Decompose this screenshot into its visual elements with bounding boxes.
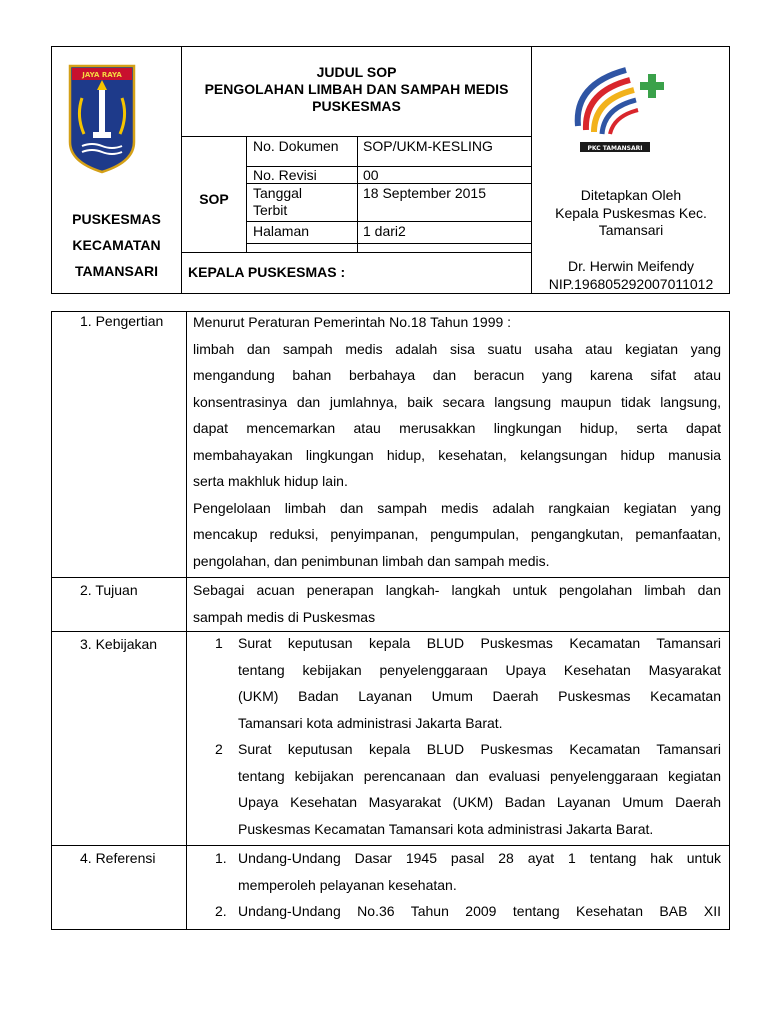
- text-line: serta makhluk hidup lain.: [193, 473, 348, 489]
- text-line: Sebagai acuan penerapan langkah- langkah untuk pengolahan limbah dan: [193, 582, 721, 598]
- text-line: dapat mencemarkan atau merusakkan lingkungan hidup, serta dapat: [193, 420, 721, 436]
- list-number: 2.: [215, 903, 227, 919]
- text-line: sampah medis di Puskesmas: [193, 608, 376, 625]
- header-divider: [357, 136, 358, 252]
- text-line: Pengelolaan limbah dan sampah medis adalah rangkaian kegiatan yang: [193, 499, 721, 516]
- organization-name: [52, 206, 181, 284]
- text-line: Tamansari kota administrasi Jakarta Barat.: [238, 714, 503, 731]
- text-line: pengolahan, dan penimbunan limbah dan sampah medis.: [193, 552, 550, 569]
- header-divider: [181, 252, 531, 253]
- sop-title: [182, 64, 531, 115]
- text-line: membahayakan lingkungan hidup, kesehatan, kelangsungan hidup manusia: [193, 446, 721, 463]
- signer-nip: NIP.196805292007011012: [548, 275, 714, 292]
- label-line: Tanggal: [253, 185, 303, 201]
- text-line: Surat keputusan kepala BLUD Puskesmas Kecamatan Tamansari: [238, 635, 721, 651]
- header-divider: [246, 221, 531, 222]
- kebijakan-item-2: [238, 736, 721, 842]
- header-divider: [246, 243, 531, 244]
- ditetapkan-oleh: [532, 187, 730, 240]
- section-label-tujuan: 2. Tujuan: [80, 582, 138, 598]
- tujuan-text: [193, 577, 721, 630]
- text-line: Menurut Peraturan Pemerintah No.18 Tahun 1999 :: [193, 314, 512, 330]
- title-line: JUDUL SOP: [316, 64, 397, 80]
- text-line: Undang-Undang No.36 Tahun 2009 tentang Kesehatan BAB XII: [238, 903, 721, 919]
- header-divider: [246, 136, 247, 252]
- label-line: Terbit: [253, 202, 288, 218]
- org-line: PUSKESMAS: [72, 211, 161, 227]
- field-value-tanggal-terbit: 18 September 2015: [363, 185, 486, 201]
- org-line: KECAMATAN: [72, 237, 161, 253]
- svg-text:PKC TAMANSARI: PKC TAMANSARI: [587, 145, 643, 152]
- list-number: 1: [215, 635, 223, 651]
- org-line: TAMANSARI: [75, 263, 158, 279]
- pengertian-text: [193, 309, 721, 574]
- header-divider: [531, 46, 532, 294]
- jakarta-crest-logo: [68, 64, 136, 174]
- section-label-referensi: 4. Referensi: [80, 850, 156, 866]
- text-line: memperoleh pelayanan kesehatan.: [238, 876, 457, 893]
- title-line: PUSKESMAS: [312, 98, 401, 114]
- text-line: Surat keputusan kepala BLUD Puskesmas Kecamatan Tamansari: [238, 741, 721, 757]
- list-number: 1.: [215, 850, 227, 866]
- section-label-kebijakan: 3. Kebijakan: [80, 636, 158, 652]
- text-line: mengandung bahan berbahaya dan beracun yang karena sifat atau: [193, 367, 721, 383]
- field-label-tanggal-terbit: [253, 185, 302, 219]
- ditetapkan-line: Ditetapkan Oleh: [580, 187, 682, 203]
- text-line: tentang kebijakan perencanaan dan evaluasi penyelenggaraan kegiatan: [238, 767, 721, 784]
- ditetapkan-line: Kepala Puskesmas Kec.: [555, 204, 707, 221]
- text-line: Puskesmas Kecamatan Tamansari kota administrasi Jakarta Barat.: [238, 820, 654, 837]
- sop-label: SOP: [199, 191, 229, 207]
- field-label-no-revisi: No. Revisi: [253, 167, 317, 183]
- referensi-item-2: [238, 898, 721, 925]
- text-line: tentang kebijakan penyelenggaraan Upaya Kesehatan Masyarakat: [238, 661, 721, 678]
- text-line: limbah dan sampah medis adalah sisa suatu usaha atau kegiatan yang: [193, 340, 721, 357]
- header-divider: [181, 136, 531, 137]
- kepala-puskesmas-label: KEPALA PUSKESMAS :: [188, 264, 346, 280]
- field-value-halaman: 1 dari2: [363, 223, 406, 239]
- field-value-no-dokumen: SOP/UKM-KESLING: [363, 138, 493, 154]
- kebijakan-item-1: [238, 630, 721, 736]
- field-label-no-dokumen: No. Dokumen: [253, 138, 339, 154]
- text-line: Upaya Kesehatan Masyarakat (UKM) Badan Layanan Umum Daerah: [238, 794, 721, 810]
- field-value-no-revisi: 00: [363, 167, 379, 183]
- pkc-tamansari-logo: [564, 62, 684, 158]
- list-number: 2: [215, 741, 223, 757]
- content-divider: [186, 311, 187, 930]
- text-line: (UKM) Badan Layanan Umum Daerah Puskesmas Kecamatan: [238, 688, 721, 704]
- referensi-item-1: [238, 845, 721, 898]
- section-label-pengertian: 1. Pengertian: [80, 313, 164, 329]
- text-line: konsentrasinya dan jumlahnya, baik secara langsung maupun tidak langsung,: [193, 393, 721, 410]
- title-line: PENGOLAHAN LIMBAH DAN SAMPAH MEDIS: [204, 81, 509, 97]
- text-line: mencakup reduksi, penyimpanan, pengumpulan, pengangkutan, pemanfaatan,: [193, 526, 721, 542]
- text-line: Undang-Undang Dasar 1945 pasal 28 ayat 1 tentang hak untuk: [238, 850, 721, 866]
- signer-block: [532, 258, 730, 293]
- signer-name: Dr. Herwin Meifendy: [567, 258, 695, 274]
- svg-text:JAYA RAYA: JAYA RAYA: [82, 71, 122, 79]
- ditetapkan-line: Tamansari: [598, 222, 664, 238]
- field-label-halaman: Halaman: [253, 223, 310, 239]
